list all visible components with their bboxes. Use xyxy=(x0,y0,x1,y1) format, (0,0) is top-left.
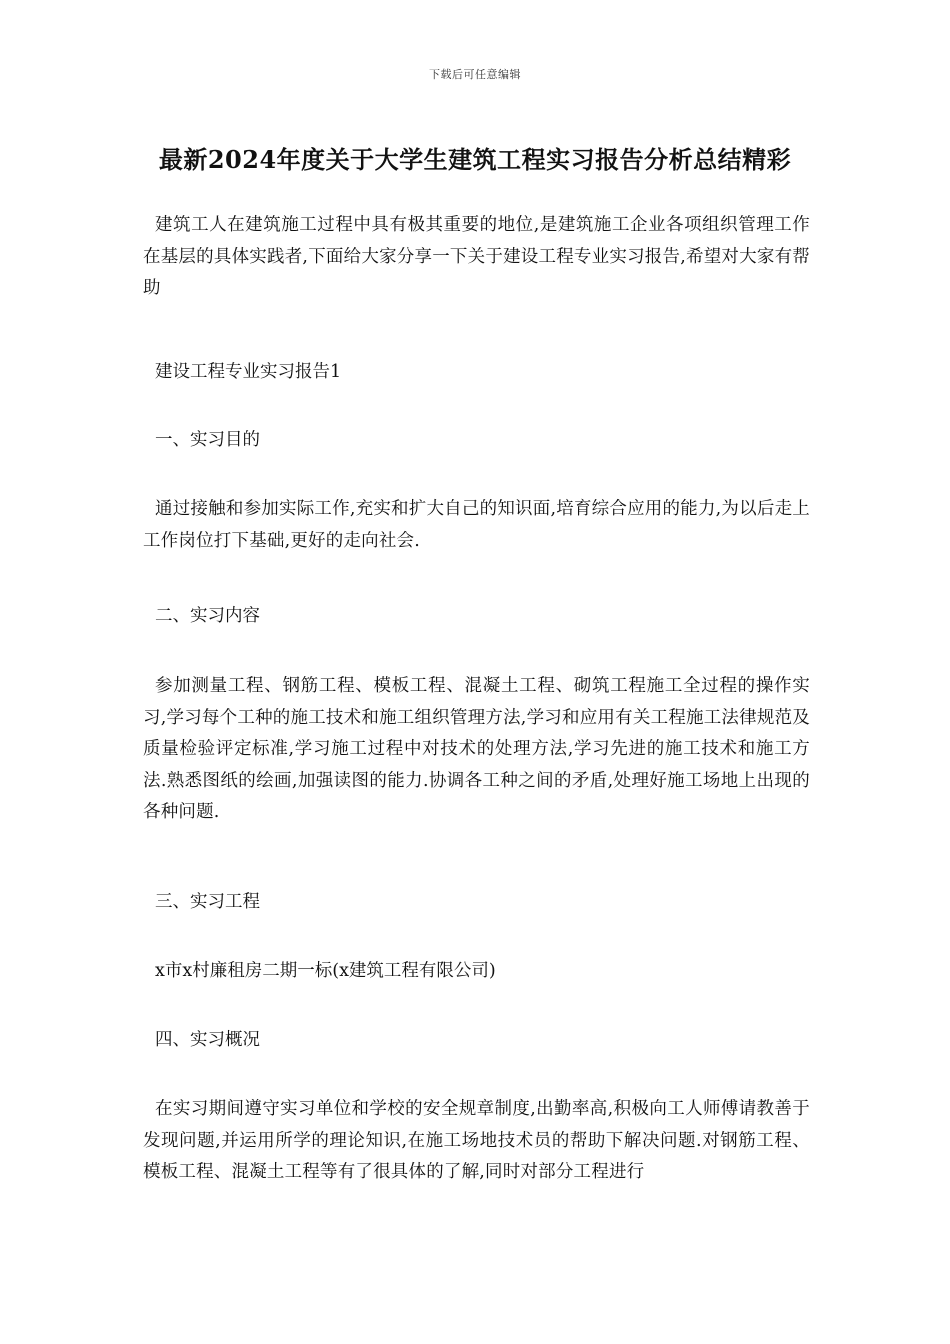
section-heading-project: 三、实习工程 xyxy=(155,892,260,912)
section-body-content: 参加测量工程、钢筋工程、模板工程、混凝土工程、砌筑工程施工全过程的操作实习,学习每个工种的施工技术和施工组织管理方法,学习和应用有关工程施工法律规范及质量检验评定标准,学习施工过程中对技术的处理方法,学习先进的施工技术和施工方法.熟悉图纸的绘画,加强读图的能力.协调各工种之间的矛盾,处理好施工场地上出现的各种问题. xyxy=(143,676,810,822)
section-heading-purpose: 一、实习目的 xyxy=(155,430,260,450)
page-header-note: 下载后可任意编辑 xyxy=(429,68,521,81)
section-body-purpose: 通过接触和参加实际工作,充实和扩大自己的知识面,培育综合应用的能力,为以后走上工作岗位打下基础,更好的走向社会. xyxy=(143,499,810,551)
section-heading-content: 二、实习内容 xyxy=(155,606,260,626)
section-body-project: x市x村廉租房二期一标(x建筑工程有限公司) xyxy=(155,961,496,981)
section-body-overview: 在实习期间遵守实习单位和学校的安全规章制度,出勤率高,积极向工人师傅请教善于发现问题,并运用所学的理论知识,在施工场地技术员的帮助下解决问题.对钢筋工程、模板工程、混凝土工程等有了很具体的了解,同时对部分工程进行 xyxy=(143,1099,810,1182)
document-title: 最新2024年度关于大学生建筑工程实习报告分析总结精彩 xyxy=(158,145,792,174)
intro-paragraph: 建筑工人在建筑施工过程中具有极其重要的地位,是建筑施工企业各项组织管理工作在基层的具体实践者,下面给大家分享一下关于建设工程专业实习报告,希望对大家有帮助 xyxy=(143,215,810,298)
report-title: 建设工程专业实习报告1 xyxy=(155,362,342,382)
section-heading-overview: 四、实习概况 xyxy=(155,1030,260,1050)
